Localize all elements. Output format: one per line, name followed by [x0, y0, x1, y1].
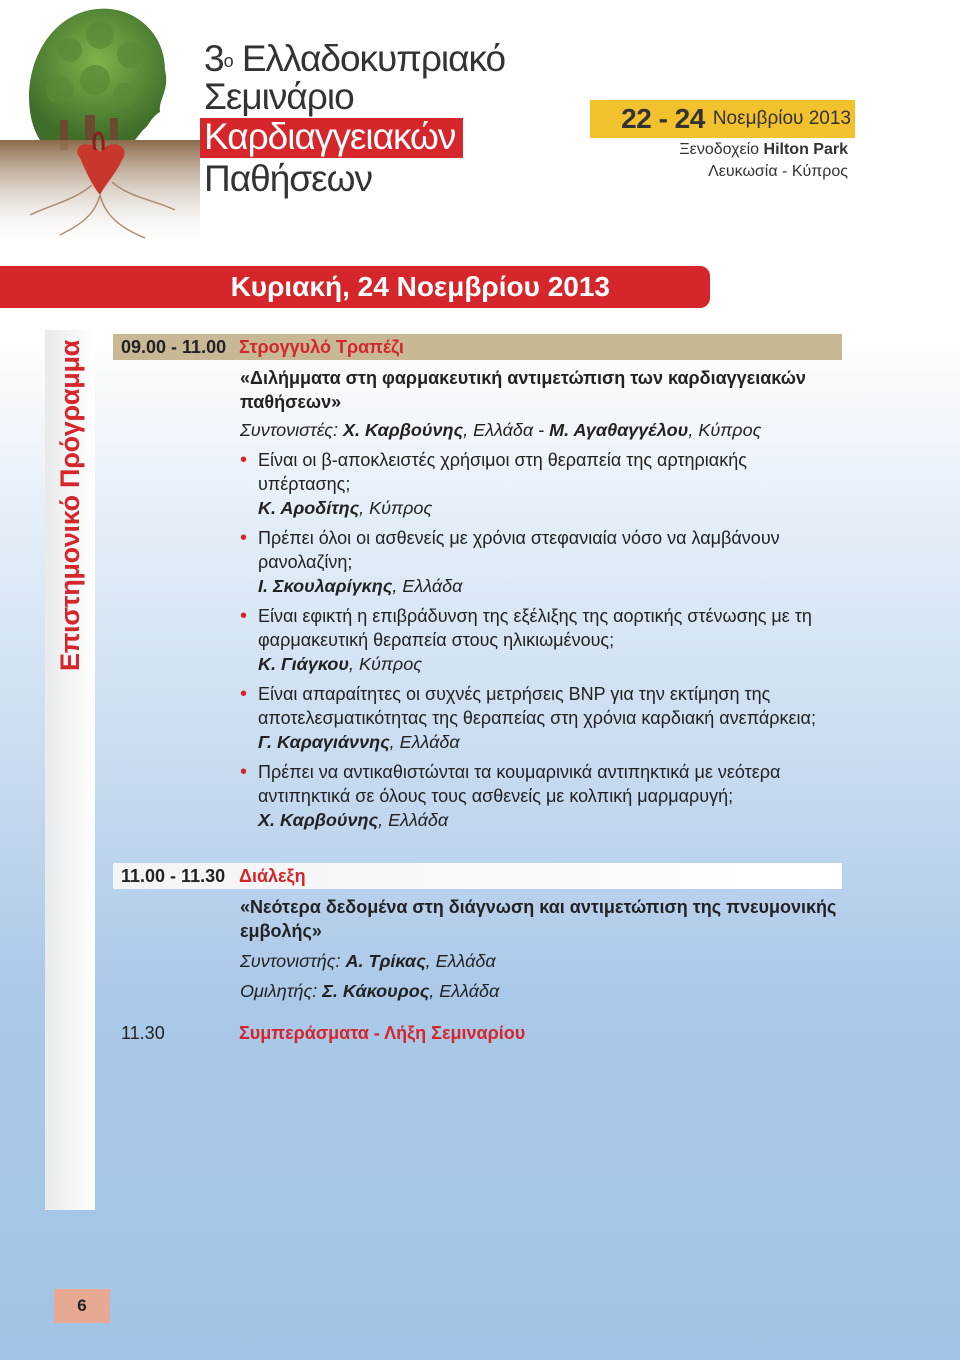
speaker-2-name: Ι. Σκουλαρίγκης [258, 576, 393, 596]
question-1: • Είναι οι β-αποκλειστές χρήσιμοι στη θεραπεία της αρτηριακής υπέρτασης; [240, 448, 840, 496]
coordinator-name: Α. Τρίκας [345, 951, 426, 971]
session-2-bar [113, 863, 842, 889]
question-5: • Πρέπει να αντικαθιστώνται τα κουμαρινικά αντιπηκτικά με νεότερα αντιπηκτικά σε όλους τους ασθενείς με κολπική μαρμαρυγή; [240, 760, 840, 808]
side-label [52, 339, 88, 671]
session-1-content [240, 366, 840, 832]
coordinator-1-name: Χ. Καρβούνης [342, 420, 464, 440]
session-2-content [240, 895, 840, 1003]
speaker-1-country: , Κύπρος [359, 498, 433, 518]
date-box [590, 100, 855, 138]
venue-info [679, 139, 848, 183]
coordinator-2-name: Μ. Αγαθαγγέλου [549, 420, 689, 440]
question-2: • Πρέπει όλοι οι ασθενείς με χρόνια στεφανιαία νόσο να λαμβάνουν ρανολαζίνη; [240, 526, 840, 574]
speaker-4 [240, 730, 840, 754]
venue-prefix: Ξενοδοχείο [679, 141, 760, 158]
coordinator-country: , Ελλάδα [425, 951, 496, 971]
speaker-1 [240, 496, 840, 520]
title-line-4: Παθήσεων [204, 158, 372, 199]
session-2-kind: Διάλεξη [239, 865, 306, 886]
day-banner: Κυριακή, 24 Νοεμβρίου 2013 [0, 266, 710, 308]
venue-name: Hilton Park [763, 141, 848, 158]
speaker-3-name: Κ. Γιάγκου [258, 654, 349, 674]
title-text-1: Ελλαδοκυπριακό [241, 38, 506, 79]
lecture-speaker-country: , Ελλάδα [429, 981, 500, 1001]
speaker-3-country: , Κύπρος [348, 654, 423, 674]
question-3: • Είναι εφικτή η επιβράδυνση της εξέλιξης της αορτικής στένωσης με τη φαρμακευτική θεραπεία στους ηλικιωμένους; [240, 604, 840, 652]
session-3-kind: Συμπεράσματα - Λήξη Σεμιναρίου [239, 1023, 526, 1043]
speaker-5-name: Χ. Καρβούνης [258, 810, 379, 830]
speaker-label: Ομιλητής: [240, 981, 318, 1001]
seminar-title [204, 40, 505, 198]
session-2-title: «Νεότερα δεδομένα στη διάγνωση και αντιμετώπιση της πνευμονικής εμβολής» [240, 897, 837, 941]
page-number: 6 [54, 1289, 110, 1323]
session-3 [121, 1023, 525, 1044]
speaker-5-country: , Ελλάδα [378, 810, 449, 830]
title-line-1 [204, 40, 505, 78]
title-number: 3 [204, 38, 224, 79]
speaker-4-name: Γ. Καραγιάννης [258, 732, 390, 752]
session-1-bar [113, 334, 842, 360]
session-2-speaker [240, 979, 840, 1003]
question-4: • Είναι απαραίτητες οι συχνές μετρήσεις BNP για την εκτίμηση της αποτελεσματικότητας της θεραπείας στη χρόνια καρδιακή ανεπάρκεια; [240, 682, 840, 730]
tree-head-heart-illustration [0, 0, 200, 250]
session-2-coordinator [240, 949, 840, 973]
session-1-coordinators [240, 418, 840, 442]
date-month: Νοεμβρίου 2013 [712, 108, 851, 129]
title-line-3-highlight: Καρδιαγγειακών [200, 118, 463, 158]
speaker-2-country: , Ελλάδα [392, 576, 463, 596]
speaker-4-country: , Ελλάδα [389, 732, 460, 752]
session-1-time: 09.00 - 11.00 [121, 336, 227, 357]
coordinator-label: Συντονιστής: [240, 951, 341, 971]
speaker-3 [240, 652, 840, 676]
title-superscript: ο [223, 51, 233, 71]
coordinators-label: Συντονιστές: [240, 420, 338, 440]
session-1-title: «Διλήμματα στη φαρμακευτική αντιμετώπιση των καρδιαγγειακών παθήσεων» [240, 368, 806, 412]
title-line-2: Σεμινάριο [204, 76, 354, 117]
session-2-time: 11.00 - 11.30 [121, 865, 226, 886]
speaker-2 [240, 574, 840, 598]
session-3-time: 11.30 [121, 1023, 165, 1043]
speaker-5 [240, 808, 840, 832]
speaker-1-name: Κ. Αροδίτης [258, 498, 360, 518]
date-range: 22 - 24 [621, 103, 705, 134]
session-1-kind: Στρογγυλό Τραπέζι [239, 336, 404, 357]
coordinator-2-country: , Κύπρος [688, 420, 762, 440]
coordinator-1-country: , Ελλάδα - [463, 420, 545, 440]
venue-city: Λευκωσία - Κύπρος [708, 163, 848, 180]
lecture-speaker-name: Σ. Κάκουρος [322, 981, 430, 1001]
side-label-text: Επιστημονικό Πρόγραμμα [54, 339, 85, 671]
